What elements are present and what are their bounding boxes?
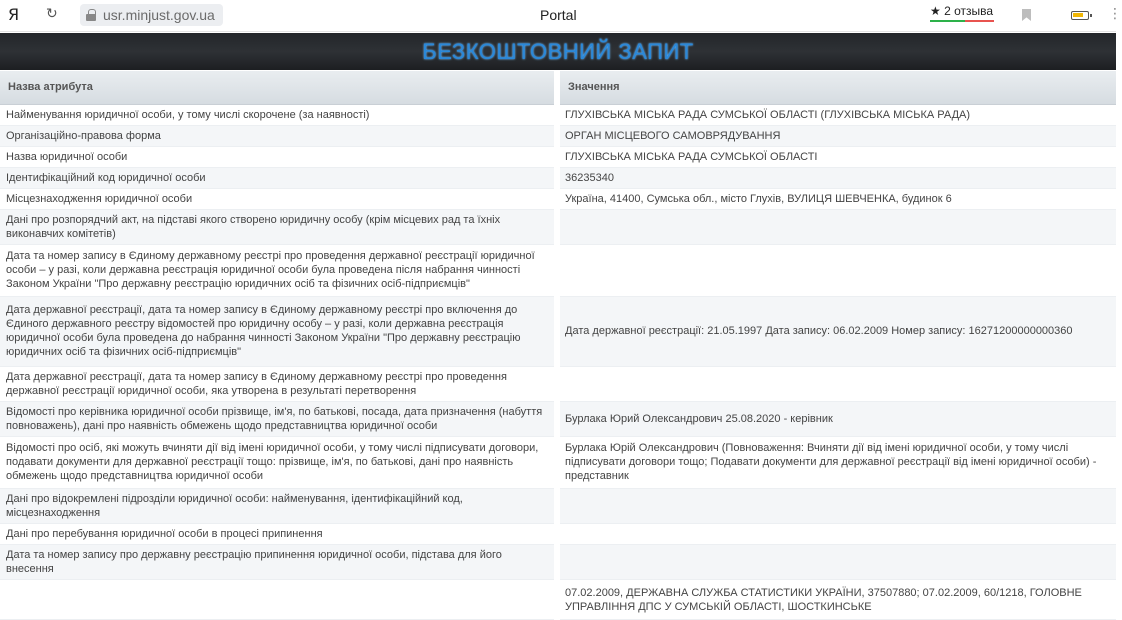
attribute-cell: Відомості про керівника юридичної особи прізвище, ім'я, по батькові, посада, дата призначення (набуття повноважень), дані про наявність обмежень щодо представництва юридичної особи bbox=[0, 401, 557, 436]
table-row bbox=[0, 104, 1116, 125]
value-cell: ГЛУХІВСЬКА МІСЬКА РАДА СУМСЬКОЇ ОБЛАСТІ (ГЛУХІВСЬКА МІСЬКА РАДА) bbox=[557, 104, 1116, 125]
value-cell bbox=[557, 244, 1116, 296]
table-row bbox=[0, 488, 1116, 523]
value-cell bbox=[557, 209, 1116, 244]
table-row bbox=[0, 244, 1116, 296]
table-row bbox=[0, 188, 1116, 209]
url-text: usr.minjust.gov.ua bbox=[103, 7, 215, 23]
reviews-rating-bar bbox=[930, 20, 994, 22]
table-row bbox=[0, 523, 1116, 544]
value-cell: 36235340 bbox=[557, 167, 1116, 188]
attribute-cell: Дата державної реєстрації, дата та номер запису в Єдиному державному реєстрі про проведення державної реєстрації юридичної особи, яка утворена в результаті перетворення bbox=[0, 366, 557, 401]
table-body bbox=[0, 104, 1116, 619]
attribute-cell: Місцезнаходження юридичної особи bbox=[0, 188, 557, 209]
table-row bbox=[0, 167, 1116, 188]
table-row bbox=[0, 209, 1116, 244]
value-cell: Бурлака Юрій Олександрович (Повноваження: Вчиняти дії від імені юридичної особи, у тому числі підписувати договори тощо; Подавати документи для державної реєстрації від імені юридичної особи) - представник bbox=[557, 436, 1116, 488]
value-cell bbox=[557, 366, 1116, 401]
table-row bbox=[0, 125, 1116, 146]
attribute-cell: Дата та номер запису в Єдиному державному реєстрі про проведення державної реєстрації юридичної особи – у разі, коли державна реєстрація юридичної особи була проведена після набрання чинності Законом України "Про державну реєстрацію юридичних осіб та фізичних осіб-підприємців" bbox=[0, 244, 557, 296]
attribute-cell: Найменування юридичної особи, у тому числі скорочене (за наявності) bbox=[0, 104, 557, 125]
table-header-row bbox=[0, 71, 1116, 104]
table-row bbox=[0, 146, 1116, 167]
page-title: БЕЗКОШТОВНИЙ ЗАПИТ bbox=[422, 39, 694, 64]
table-row bbox=[0, 401, 1116, 436]
attribute-cell: Назва юридичної особи bbox=[0, 146, 557, 167]
attribute-cell: Дата державної реєстрації, дата та номер запису в Єдиному державному реєстрі про включення до Єдиного державного реєстру відомостей про юридичну особу – у разі, коли державна реєстрація юридичної особи була проведена до набрання чинності Законом України "Про державну реєстрацію юридичних осіб та фізичних осіб-підприємців" bbox=[0, 296, 557, 366]
battery-icon[interactable] bbox=[1071, 11, 1089, 20]
attribute-cell: Дані про розпорядчий акт, на підставі якого створено юридичну особу (крім місцевих рад та їхніх виконавчих комітетів) bbox=[0, 209, 557, 244]
attribute-cell: Відомості про осіб, які можуть вчиняти дії від імені юридичної особи, у тому числі підписувати договори, подавати документи для державної реєстрації тощо: прізвище, ім'я, по батькові, дані про наявність обмежень щодо представництва юридичної особи bbox=[0, 436, 557, 488]
page-header bbox=[0, 33, 1116, 70]
table-row bbox=[0, 436, 1116, 488]
attribute-cell: Дата та номер запису про державну реєстрацію припинення юридичної особи, підстава для його внесення bbox=[0, 544, 557, 579]
registry-table bbox=[0, 71, 1116, 620]
value-cell: Бурлака Юрий Олександрович 25.08.2020 - керівник bbox=[557, 401, 1116, 436]
table-row bbox=[0, 296, 1116, 366]
value-cell: 07.02.2009, ДЕРЖАВНА СЛУЖБА СТАТИСТИКИ УКРАЇНИ, 37507880; 07.02.2009, 60/1218, ГОЛОВНЕ УПРАВЛІННЯ ДПС У СУМСЬКІЙ ОБЛАСТІ, ШОСТКИНСЬКЕ bbox=[557, 579, 1116, 619]
value-cell: Україна, 41400, Сумська обл., місто Глухів, ВУЛИЦЯ ШЕВЧЕНКА, будинок 6 bbox=[557, 188, 1116, 209]
column-header-attribute: Назва атрибута bbox=[0, 71, 557, 104]
browser-toolbar bbox=[0, 0, 1122, 32]
column-header-value: Значення bbox=[557, 71, 1116, 104]
value-cell bbox=[557, 544, 1116, 579]
table-row bbox=[0, 366, 1116, 401]
attribute-cell: Організаційно-правова форма bbox=[0, 125, 557, 146]
table-row bbox=[0, 544, 1116, 579]
attribute-cell: Дані про відокремлені підрозділи юридичної особи: найменування, ідентифікаційний код, місцезнаходження bbox=[0, 488, 557, 523]
attribute-cell: Ідентифікаційний код юридичної особи bbox=[0, 167, 557, 188]
browser-logo[interactable]: Я bbox=[8, 5, 20, 24]
bookmark-icon[interactable] bbox=[1022, 9, 1031, 21]
page-tab-title: Portal bbox=[540, 7, 577, 23]
value-cell: ОРГАН МІСЦЕВОГО САМОВРЯДУВАННЯ bbox=[557, 125, 1116, 146]
value-cell: ГЛУХІВСЬКА МІСЬКА РАДА СУМСЬКОЇ ОБЛАСТІ bbox=[557, 146, 1116, 167]
lock-icon bbox=[86, 9, 96, 21]
reviews-badge[interactable]: ★ 2 отзыва bbox=[930, 4, 994, 18]
table-row bbox=[0, 579, 1116, 619]
value-cell: Дата державної реєстрації: 21.05.1997 Дата запису: 06.02.2009 Номер запису: 16271200000000360 bbox=[557, 296, 1116, 366]
menu-icon[interactable]: ⋮ bbox=[1108, 5, 1122, 21]
attribute-cell bbox=[0, 579, 557, 619]
value-cell bbox=[557, 523, 1116, 544]
value-cell bbox=[557, 488, 1116, 523]
attribute-cell: Дані про перебування юридичної особи в процесі припинення bbox=[0, 523, 557, 544]
reload-icon[interactable]: ↻ bbox=[46, 6, 58, 22]
address-bar[interactable] bbox=[80, 4, 223, 26]
